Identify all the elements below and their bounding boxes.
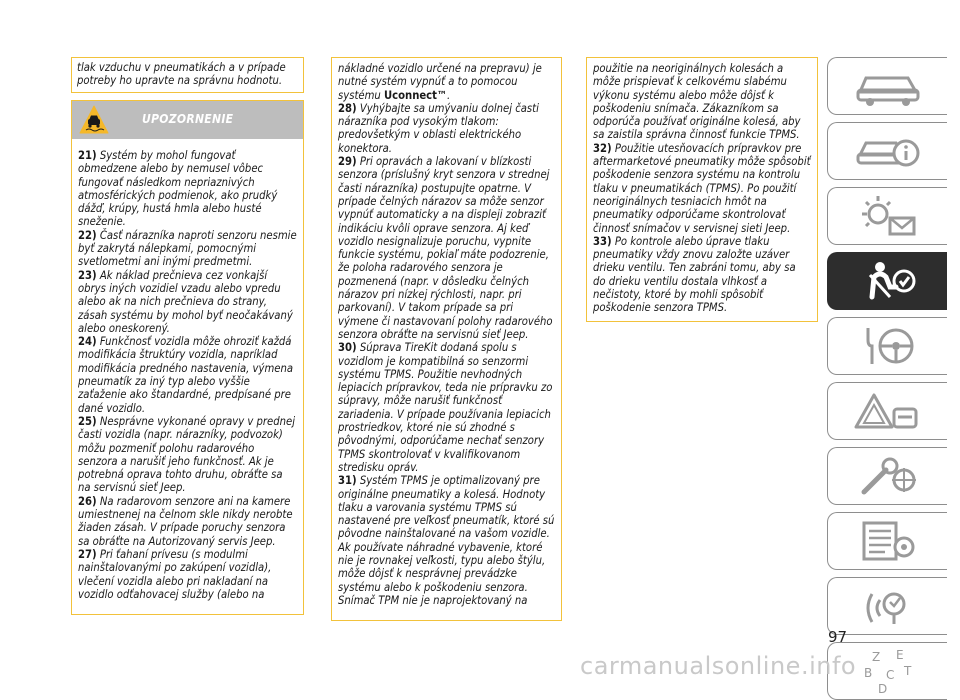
warning-box <box>71 100 304 615</box>
lights-message-icon <box>850 192 926 240</box>
svg-text:D: D <box>877 682 887 695</box>
warning-item: 26) Na radarovom senzore ani na kamere umiestnenej na čelnom skle nikdy nerobte žiaden zásah. V prípade poruchy senzora sa obráťte na Autorizovaný servis Jeep. <box>78 494 293 548</box>
warning-continuation-column <box>331 57 562 621</box>
warning-item: 21) Systém by mohol fungovať obmedzene alebo by nemusel vôbec fungovať následkom nepriaznivých atmosférických podmienok, ako prudký dážď, krúpy, hustá hmla alebo husté sneženie. <box>78 149 278 229</box>
continuation-intro: nákladné vozidlo určené na prepravu) je nutné systém vypnúť a to pomocou systému Uconnect™. <box>338 62 542 102</box>
tab-safety[interactable] <box>827 252 947 310</box>
tab-technical-data[interactable] <box>827 512 947 570</box>
tire-pressure-note-text: tlak vzduchu v pneumatikách a v prípade potreby ho upravte na správnu hodnotu. <box>77 61 286 88</box>
steering-wheel-icon <box>850 322 926 370</box>
tab-emergency[interactable] <box>827 382 947 440</box>
svg-text:T: T <box>903 664 911 678</box>
tab-car[interactable] <box>827 57 947 115</box>
warning-title: UPOZORNENIE <box>142 112 234 126</box>
tab-lights-messages[interactable] <box>827 187 947 245</box>
page-number: 97 <box>828 628 848 646</box>
multimedia-icon <box>850 582 926 630</box>
safety-icon <box>850 257 926 305</box>
warning-item: 23) Ak náklad prečnieva cez vonkajší obrys iných vozidiel vzadu alebo vpredu alebo ak na nich prečnieva do strany, zásah systému by mohol byť neočakávaný alebo oneskorený. <box>78 268 293 335</box>
svg-text:E: E <box>895 648 904 662</box>
warning-item: 27) Pri ťahaní prívesu (s modulmi nainštalovanými po zakúpení vozidla), vlečení vozidla alebo pri nakladaní na vozidlo odťahovacej služby (alebo na <box>78 547 272 601</box>
warning-item: 29) Pri opravách a lakovaní v blízkosti senzora (príslušný kryt senzora v strednej časti nárazníka) postupujte opatrne. V prípade čelných nárazov sa môže senzor vypnúť automaticky a na displeji zobraziť indikáciu kvôli oprave senzora. Aj keď vozidlo nesignalizuje poruchu, vypnite funkcie systému, pokiaľ máte podozrenie, že poloha radarového senzora je pozmenená (napr. v dôsledku čelných nárazov pri nízkej rýchlosti, napr. pri parkovaní). V takom prípade sa pri výmene či nastavovaní polohy radarového senzora obráťte na servisnú sieť Jeep. <box>338 155 553 341</box>
tire-pressure-note-box <box>71 57 304 93</box>
warning-item: 25) Nesprávne vykonané opravy v prednej časti vozidla (napr. nárazníky, podvozok) môžu pozmeniť polohu radarového senzora a narušiť jeho funkčnosť. Ak je potrebná oprava tohto druhu, obráťte sa na servisnú sieť Jeep. <box>78 414 295 495</box>
continuation-intro: použitie na neoriginálnych kolesách a môže prispievať k celkovému slabému výkonu systému alebo môže dôjsť k poškodeniu snímača. Zákazníkom sa odporúča používať originálne kolesá, aby sa zaistila správna činnosť funkcie TPMS. <box>593 62 801 142</box>
tab-info[interactable] <box>827 122 947 180</box>
tab-service[interactable] <box>827 447 947 505</box>
index-icon <box>850 647 926 695</box>
car-icon <box>850 62 926 110</box>
svg-text:B: B <box>863 666 872 680</box>
tab-driving[interactable] <box>827 317 947 375</box>
warning-item: 22) Časť nárazníka naproti senzoru nesmie byť zakrytá nálepkami, pomocnými svetlometmi ani inými predmetmi. <box>78 228 297 269</box>
service-wrench-icon <box>850 452 926 500</box>
warning-end-column <box>586 57 818 322</box>
watermark: carmanualsonline.info <box>580 652 857 680</box>
svg-text:C: C <box>885 668 894 682</box>
warning-item: 33) Po kontrole alebo úprave tlaku pneumatiky vždy znovu založte uzáver drieku ventilu. Ten zabráni tomu, aby sa do drieku ventilu dostala vlhkosť a nečistoty, ktoré by mohli spôsobiť poškodenie senzora TPMS. <box>593 234 796 315</box>
warning-header <box>72 101 303 139</box>
tech-data-icon <box>850 517 926 565</box>
car-skid-warning-icon <box>79 105 109 135</box>
svg-text:Z: Z <box>871 650 880 664</box>
warning-body <box>72 139 303 601</box>
warning-triangle-icon <box>850 387 926 435</box>
warning-item: 31) Systém TPMS je optimalizovaný pre originálne pneumatiky a kolesá. Hodnoty tlaku a varovania systému TPMS sú nastavené pre veľkosť pneumatík, ktoré sú pôvodne nainštalované na vašom vozidle. Ak používate náhradné vybavenie, ktoré nie je rovnakej veľkosti, typu alebo štýlu, môže dôjsť k nesprávnej prevádzke systému alebo k poškodeniu senzora. Snímač TPM nie je naprojektovaný na <box>338 474 555 607</box>
warning-item: 32) Použitie utesňovacích prípravkov pre aftermarketové pneumatiky môže spôsobiť poškodenie senzora systému na kontrolu tlaku v pneumatikách (TPMS). Po použití neoriginálnych tesniacich hmôt na pneumatiky odporúčame skontrolovať činnosť snímačov v servisnej sieti Jeep. <box>593 141 811 235</box>
warning-item: 30) Súprava TireKit dodaná spolu s vozidlom je kompatibilná so senzormi systému TPMS. Použitie nevhodných lepiacich prípravkov, teda nie prípravku zo súpravy, môže narušiť funkčnosť zariadenia. V prípade používania lepiacich prostriedkov, ktoré nie sú zhodné s pôvodnými, odporúčame nechať senzory TPMS skontrolovať v kvalifikovanom stredisku opráv. <box>338 341 553 474</box>
warning-item: 28) Vyhýbajte sa umývaniu dolnej časti nárazníka pod vysokým tlakom: predovšetkým v oblasti elektrického konektora. <box>338 101 539 155</box>
info-icon <box>850 127 926 175</box>
warning-item: 24) Funkčnosť vozidla môže ohroziť každá modifikácia štruktúry vozidla, napríklad modifikácia predného nastavenia, výmena pneumatík za iný typ alebo vyššie zaťaženie ako štandardné, predpísané pre dané vozidlo. <box>78 335 294 415</box>
tab-multimedia[interactable] <box>827 577 947 635</box>
